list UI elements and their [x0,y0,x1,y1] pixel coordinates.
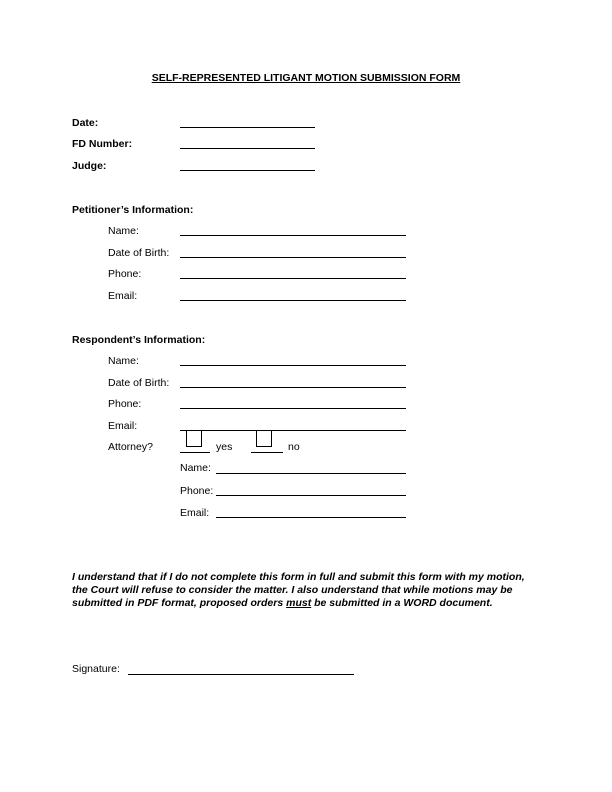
attorney-no-line [251,452,283,453]
signature-field[interactable] [128,674,354,675]
petitioner-phone-field[interactable] [180,278,406,279]
attorney-yes-label: yes [216,441,233,453]
notice-text-part2: be submitted in a WORD document. [311,597,493,609]
attorney-yes-checkbox[interactable] [186,430,202,447]
attorney-phone-label: Phone: [180,485,214,497]
respondent-dob-label: Date of Birth: [108,377,170,389]
attorney-no-checkbox[interactable] [256,430,272,447]
respondent-name-label: Name: [108,355,139,367]
judge-field[interactable] [180,170,315,171]
petitioner-phone-label: Phone: [108,268,142,280]
fd-number-field[interactable] [180,148,315,149]
form-title: SELF-REPRESENTED LITIGANT MOTION SUBMISSION FORM [151,72,461,84]
respondent-phone-label: Phone: [108,398,142,410]
notice-emphasis: must [286,597,312,609]
petitioner-heading: Petitioner’s Information: [72,204,194,216]
respondent-heading: Respondent’s Information: [72,334,206,346]
attorney-yes-line [180,452,210,453]
respondent-phone-field[interactable] [180,408,406,409]
petitioner-email-label: Email: [108,290,138,302]
fd-number-label: FD Number: [72,138,133,150]
attorney-email-label: Email: [180,507,210,519]
date-field[interactable] [180,127,315,128]
petitioner-dob-label: Date of Birth: [108,247,170,259]
date-label: Date: [72,117,99,129]
respondent-email-label: Email: [108,420,138,432]
petitioner-name-label: Name: [108,225,139,237]
signature-label: Signature: [72,663,120,675]
judge-label: Judge: [72,160,107,172]
notice-text-part1: I understand that if I do not complete this form in full and submit this form with my motion, the Court will refuse to consider the matter. I also understand that while motions may be submitted in PDF format, proposed orders [72,571,525,609]
attorney-label: Attorney? [108,441,153,453]
respondent-email-field[interactable] [180,430,406,431]
attorney-phone-field[interactable] [216,495,406,496]
attorney-email-field[interactable] [216,517,406,518]
petitioner-email-field[interactable] [180,300,406,301]
attorney-name-field[interactable] [216,473,406,474]
petitioner-name-field[interactable] [180,235,406,236]
submission-notice [72,571,542,610]
petitioner-dob-field[interactable] [180,257,406,258]
attorney-no-label: no [288,441,300,453]
respondent-dob-field[interactable] [180,387,406,388]
attorney-name-label: Name: [180,462,211,474]
respondent-name-field[interactable] [180,365,406,366]
